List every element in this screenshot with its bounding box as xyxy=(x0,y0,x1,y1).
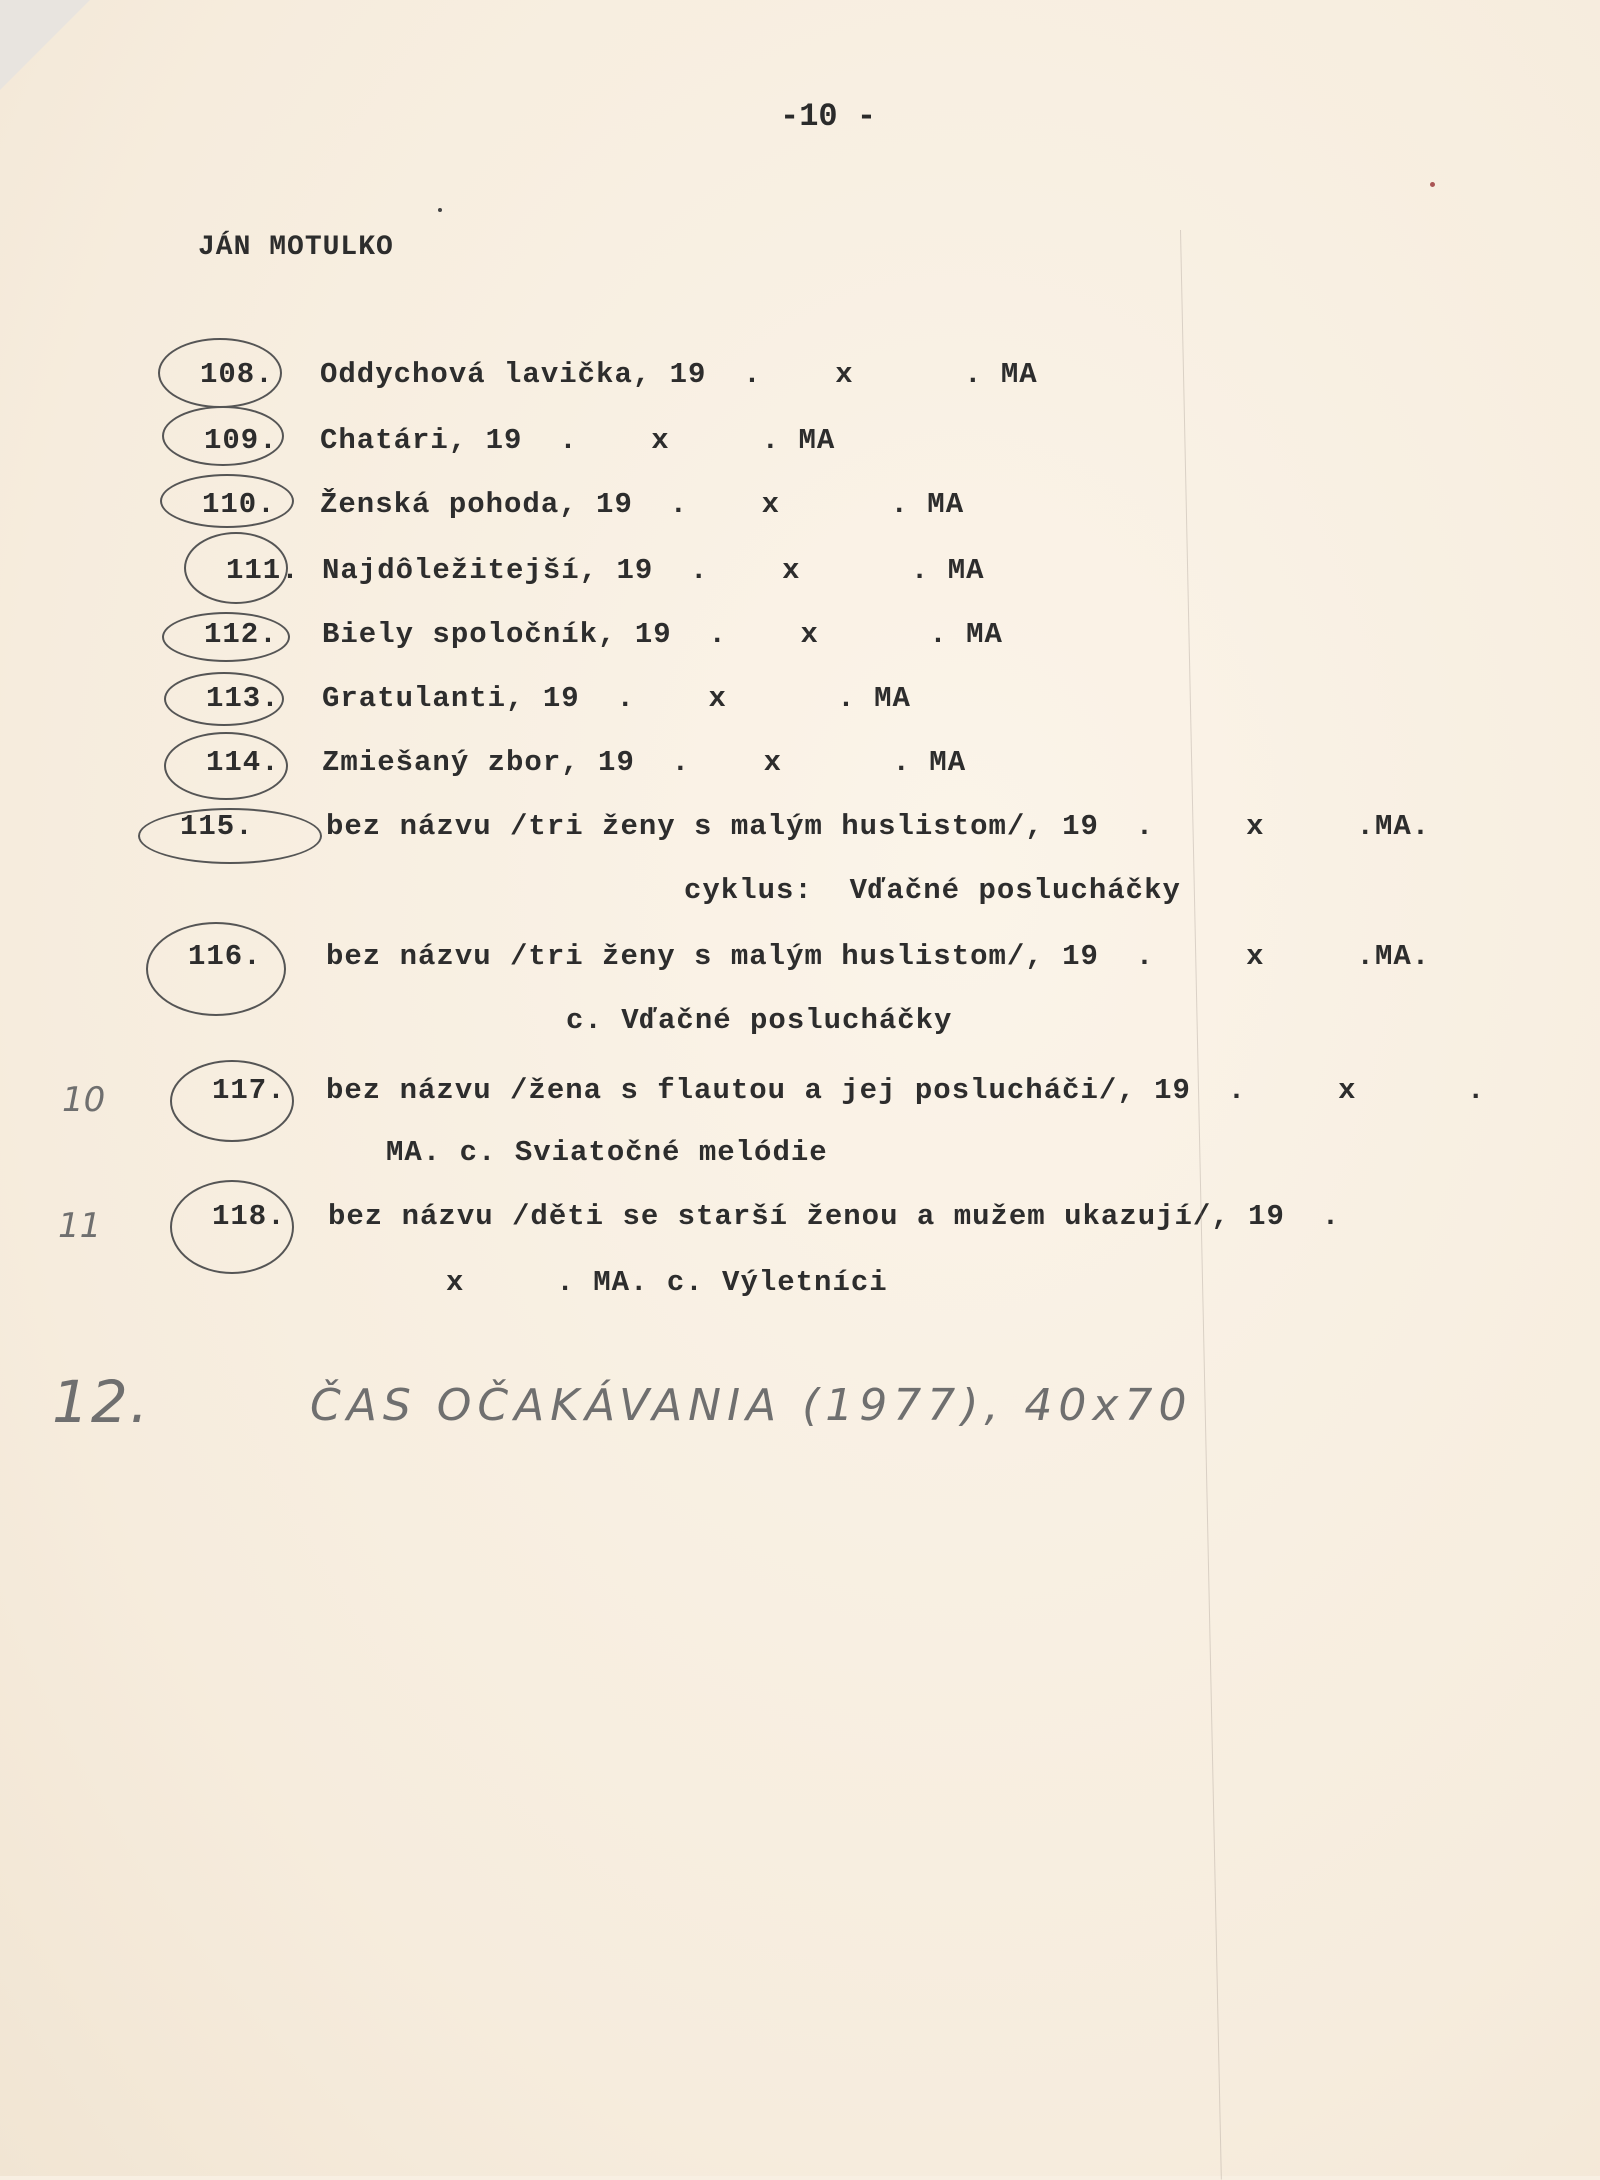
entry-number: 111. xyxy=(226,554,300,587)
ink-speck xyxy=(438,208,442,212)
entry-number: 108. xyxy=(200,358,274,391)
entry-number: 115. xyxy=(180,810,254,843)
handwritten-number: 12. xyxy=(52,1368,151,1436)
entry-number: 109. xyxy=(204,424,278,457)
entry-cycle-line: c. Vďačné poslucháčky xyxy=(566,1004,953,1037)
entry-text: Zmiešaný zbor, 19 . x . MA xyxy=(322,746,967,779)
entry-text: bez názvu /žena s flautou a jej poslucháči/, 19 . x . xyxy=(326,1074,1486,1107)
entry-number: 114. xyxy=(206,746,280,779)
entry-cycle-line: MA. c. Sviatočné melódie xyxy=(386,1136,828,1169)
entry-text: bez názvu /děti se starší ženou a mužem ukazují/, 19 . xyxy=(328,1200,1341,1233)
handwritten-entry: ČAS OČAKÁVANIA (1977), 40x70 xyxy=(310,1380,1193,1431)
entry-cycle-line: cyklus: Vďačné poslucháčky xyxy=(684,874,1181,907)
entry-text: Najdôležitejší, 19 . x . MA xyxy=(322,554,985,587)
author-heading: JÁN MOTULKO xyxy=(198,232,394,263)
entry-text: Chatári, 19 . x . MA xyxy=(320,424,836,457)
entry-text: Ženská pohoda, 19 . x . MA xyxy=(320,488,965,521)
entry-text: Oddychová lavička, 19 . x . MA xyxy=(320,358,1038,391)
entry-text: bez názvu /tri ženy s malým huslistom/, 19 . x .MA. xyxy=(326,810,1431,843)
entry-number: 112. xyxy=(204,618,278,651)
entry-number: 113. xyxy=(206,682,280,715)
folded-corner xyxy=(0,0,90,90)
page-number: -10 - xyxy=(780,98,877,135)
entry-number: 117. xyxy=(212,1074,286,1107)
margin-note: 10 xyxy=(62,1080,106,1120)
entry-text: Gratulanti, 19 . x . MA xyxy=(322,682,911,715)
entry-text: bez názvu /tri ženy s malým huslistom/, 19 . x .MA. xyxy=(326,940,1431,973)
entry-number: 116. xyxy=(188,940,262,973)
entry-cycle-line: x . MA. c. Výletníci xyxy=(446,1266,888,1299)
ink-speck xyxy=(1430,182,1435,187)
margin-note: 11 xyxy=(58,1206,102,1246)
entry-number: 118. xyxy=(212,1200,286,1233)
entry-text: Biely spoločník, 19 . x . MA xyxy=(322,618,1003,651)
entry-number: 110. xyxy=(202,488,276,521)
